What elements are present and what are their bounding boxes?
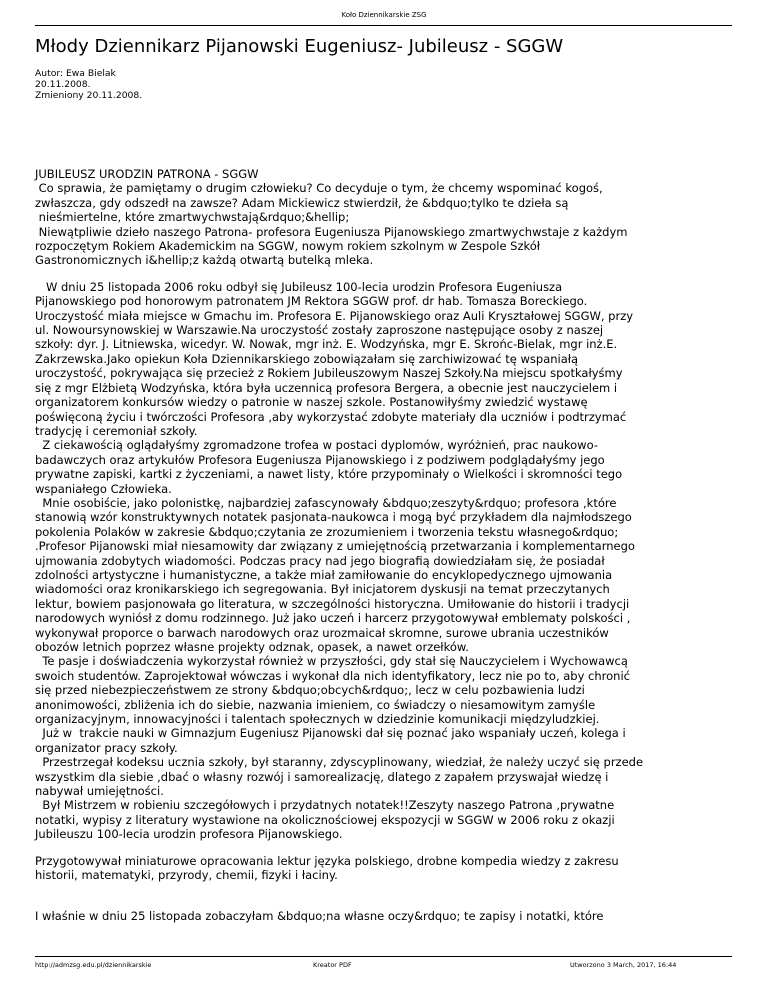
article-meta (35, 68, 435, 101)
text-line: zwłaszcza, gdy odszedł na zawsze? Adam Mickiewicz stwierdził, że &bdquo;tylko te dzieła są (35, 195, 569, 210)
text-line: szkoły: dyr. J. Litniewska, wicedyr. W. Nowak, mgr inż. E. Wodzyńska, mgr E. Skrońc-Bielak, mgr inż.E. (35, 337, 618, 352)
date-line: 20.11.2008. (35, 79, 91, 90)
text-line: się przed niebezpieczeństwem ze strony &bdquo;obcych&rdquo;, lecz w celu pozbawienia ludzi (35, 683, 585, 698)
text-line: Gastronomicznych i&hellip;z każdą otwartą butelką mleka. (35, 253, 374, 268)
paragraph-gap (35, 268, 735, 280)
footer-divider (35, 956, 732, 957)
text-line: organizatorem konkursów wiedzy o patronie w naszej szkole. Postanowiłyśmy zwiedzić wystawę (35, 395, 588, 410)
text-line: swoich studentów. Zaprojektował wówczas i wykonał dla nich identyfikatory, lecz nie po to, aby chronić (35, 668, 630, 683)
text-line: narodowych wyniósł z domu rodzinnego. Już jako uczeń i harcerz przygotowywał emblematy polskości , (35, 611, 631, 626)
text-line: się z mgr Elżbietą Wodzyńska, która była uczennicą profesora Bergera, a obecnie jest nauczycielem i (35, 380, 618, 395)
text-line: Był Mistrzem w robieniu szczegółowych i przydatnych notatek!!Zeszyty naszego Patrona ,prywatne (35, 798, 615, 813)
text-line: badawczych oraz artykułów Profesora Eugeniusza Pijanowskiego i z podziwem podglądałyśmy jego (35, 452, 605, 467)
text-line: Przygotowywał miniaturowe opracowania lektur języka polskiego, drobne kompedia wiedzy z zakresu (35, 853, 619, 868)
text-line: Już w trakcie nauki w Gimnazjum Eugeniusz Pijanowski dał się poznać jako wspaniały uczeń, kolega i (35, 726, 626, 741)
text-line: nieśmiertelne, które zmartwychwstają&rdquo;&hellip; (35, 210, 350, 225)
text-line: ul. Nowoursynowskiej w Warszawie.Na uroczystość zostały zaproszone następujące osoby z naszej (35, 323, 604, 338)
text-line: anonimowości, zbliżenia ich do siebie, nazwania imieniem, co świadczy o niesamowitym zamyśle (35, 697, 596, 712)
text-line: historii, matematyki, przyrody, chemii, fizyki i łaciny. (35, 868, 338, 883)
intro-block (35, 167, 735, 268)
text-line: Pijanowskiego pod honorowym patronatem JM Rektora SGGW prof. dr hab. Tomasza Boreckiego. (35, 294, 588, 309)
text-line: Mnie osobiście, jako polonistkę, najbardziej zafascynowały &bdquo;zeszyty&rdquo; profesora ,które (35, 495, 617, 510)
text-line: wykonywał proporce o barwach narodowych oraz urozmaicał skromne, surowe ubrania uczestników (35, 625, 609, 640)
text-line: Jubileuszu 100-lecia urodzin profesora Pijanowskiego. (35, 827, 343, 842)
text-line: wiadomości oraz kronikarskiego ich segregowania. Był inicjatorem dyskusji na temat przeczytanych (35, 582, 610, 597)
text-line: poświęconą życiu i twórczości Profesora ,aby wykorzystać zdobyte materiały dla uczniów i podtrzymać (35, 409, 627, 424)
text-line: organizacyjnym, innowacyjności i talentach społecznych w dziedzinie komunikacji międzyludzkiej. (35, 712, 600, 727)
text-line: prywatne zapiski, kartki z życzeniami, a nawet listy, które przypominały o Wielkości i skromności tego (35, 467, 623, 482)
text-line: ujmowania zdobytych wiadomości. Podczas pracy nad jego biografią dowiedziałam się, że posiadał (35, 553, 605, 568)
main-text-block (35, 280, 735, 842)
text-line: Co sprawia, że pamiętamy o drugim człowieku? Co decyduje o tym, że chcemy wspominać kogoś, (35, 181, 603, 196)
article-body (35, 167, 735, 923)
paragraph-gap (35, 883, 735, 909)
footer-created-date: Utworzono 3 March, 2017, 16:44 (570, 961, 677, 969)
closing-block (35, 909, 735, 923)
text-line: wszystkim dla siebie ,dbać o własny rozwój i samorealizację, dlatego z zapałem przyswajał wiedzę i (35, 769, 609, 784)
author-line: Autor: Ewa Bielak (35, 68, 116, 79)
text-line: Przestrzegał kodeksu ucznia szkoły, był staranny, zdyscyplinowany, wiedział, że należy uczyć się przede (35, 755, 644, 770)
paragraph-gap (35, 842, 735, 854)
text-line: pokolenia Polaków w zakresie &bdquo;czytania ze zrozumieniem i tworzenia tekstu własnego&rdquo; (35, 524, 619, 539)
modified-line: Zmieniony 20.11.2008. (35, 90, 143, 101)
text-line: .Profesor Pijanowski miał niesamowity dar związany z umiejętnością przetwarzania i komplementarnego (35, 539, 635, 554)
text-line: notatki, wypisy z literatury wystawione na okolicznościowej ekspozycji w SGGW w 2006 roku z okazji (35, 812, 615, 827)
text-line: JUBILEUSZ URODZIN PATRONA - SGGW (35, 167, 259, 181)
text-line: Zakrzewska.Jako opiekun Koła Dziennikarskiego zobowiązałam się zarchiwizować tę wspaniałą (35, 351, 579, 366)
text-line: I właśnie w dniu 25 listopada zobaczyłam &bdquo;na własne oczy&rdquo; te zapisy i notatki, które (35, 908, 604, 923)
text-line: zdolności artystyczne i humanistyczne, a także miał zamiłowanie do encyklopedycznego ujmowania (35, 567, 613, 582)
text-line: Uroczystość miała miejsce w Gmachu im. Profesora E. Pijanowskiego oraz Auli Kryształowej SGGW, przy (35, 308, 634, 323)
text-line: W dniu 25 listopada 2006 roku odbył się Jubileusz 100-lecia urodzin Profesora Eugeniusza (35, 279, 563, 294)
text-line: obozów letnich poprzez własne projekty odznak, opasek, a nawet orzełków. (35, 640, 469, 654)
text-line: stanowią wzór konstruktywnych notatek pasjonata-naukowca i mogą być przykładem dla najmłodszego (35, 510, 632, 525)
summary-block (35, 854, 735, 883)
text-line: organizator pracy szkoły. (35, 740, 178, 755)
article-title: Młody Dziennikarz Pijanowski Eugeniusz- Jubileusz - SGGW (35, 36, 564, 57)
text-line: Niewątpliwie dzieło naszego Patrona- profesora Eugeniusza Pijanowskiego zmartwychwstaje z każdym (35, 224, 628, 239)
site-header: Koło Dziennikarskie ZSG (341, 11, 427, 19)
text-line: nabywał umiejętności. (35, 784, 164, 799)
footer-creator: Kreator PDF (313, 961, 352, 969)
footer-url: http://admzsg.edu.pl/dziennikarskie (35, 961, 152, 969)
text-line: lektur, bowiem pasjonowała go literatura, w szczególności historyczna. Umiłowanie do historii i tradycji (35, 596, 630, 611)
text-line: wspaniałego Człowieka. (35, 481, 172, 496)
text-line: Te pasje i doświadczenia wykorzystał również w przyszłości, gdy stał się Nauczycielem i Wychowawcą (35, 654, 628, 669)
text-line: rozpoczętym Rokiem Akademickim na SGGW, nowym rokiem szkolnym w Zespole Szkół (35, 239, 541, 254)
text-line: Z ciekawością oglądałyśmy zgromadzone trofea w postaci dyplomów, wyróżnień, prac naukowo- (35, 438, 598, 453)
text-line: tradycję i ceremoniał szkoły. (35, 423, 198, 438)
header-divider (35, 25, 732, 26)
text-line: uroczystość, pokrywająca się przecież z Rokiem Jubileuszowym Naszej Szkoły.Na miejscu spotkałyśmy (35, 366, 623, 381)
